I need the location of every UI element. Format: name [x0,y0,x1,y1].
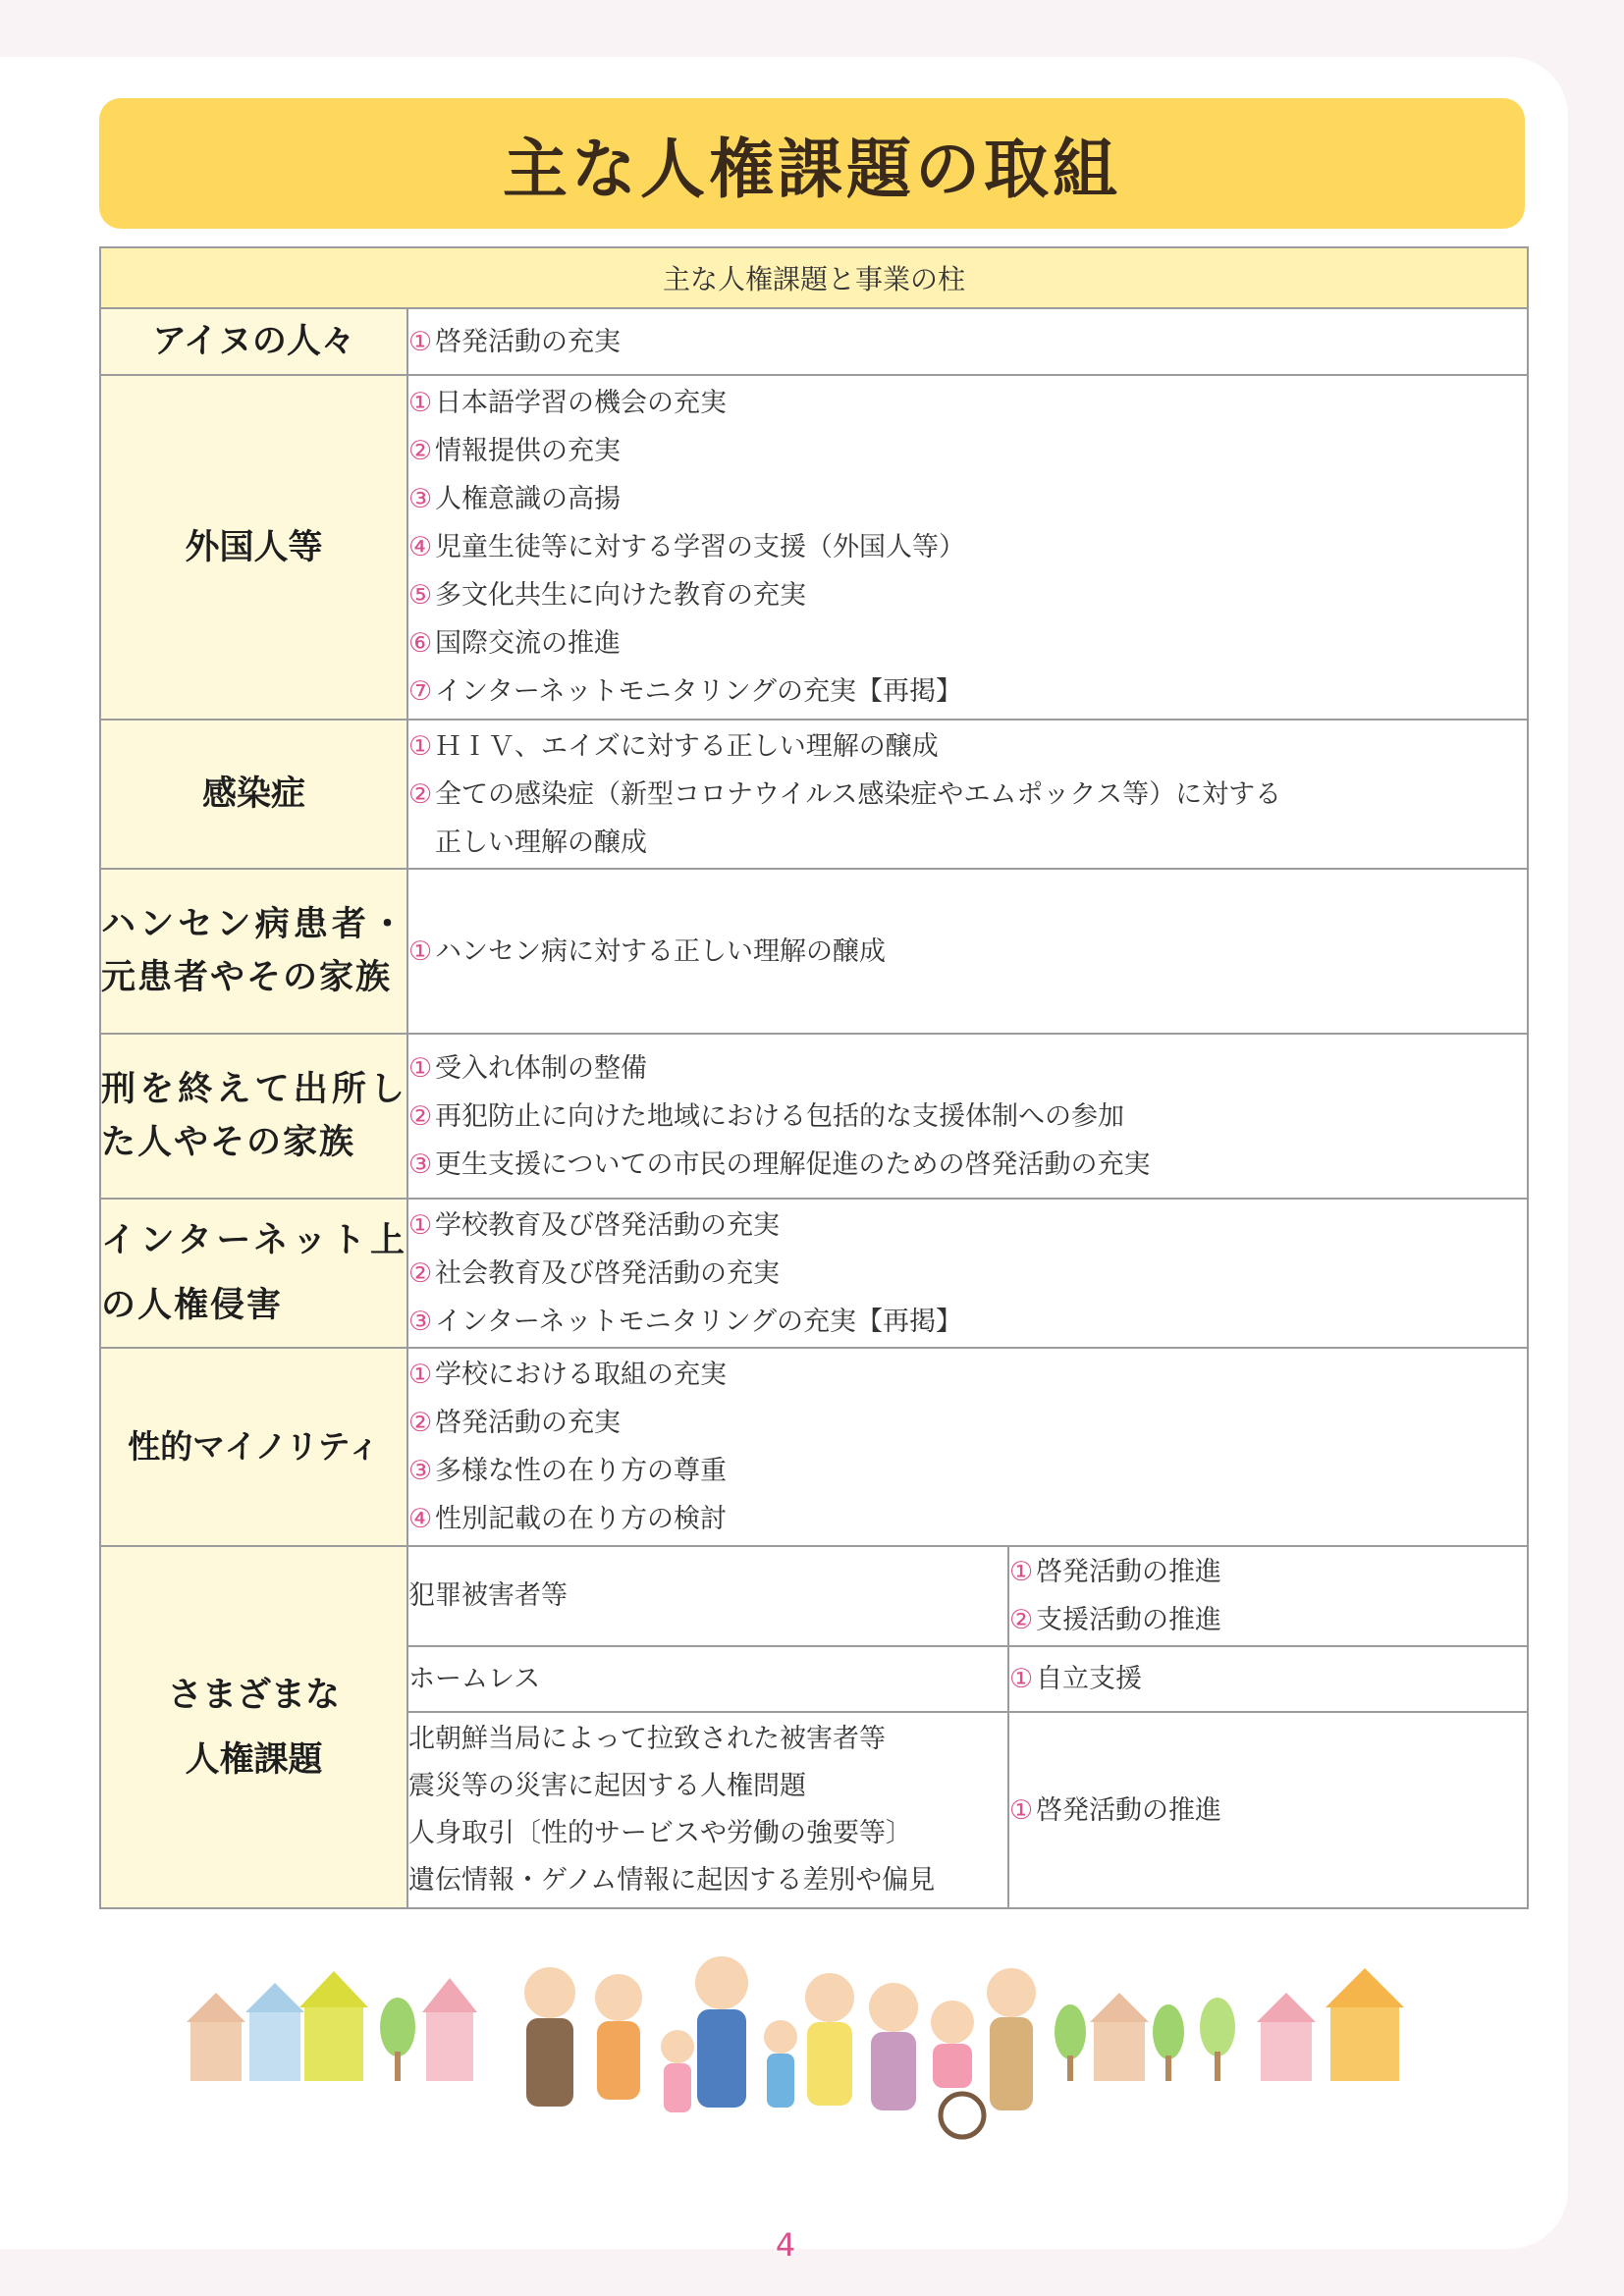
page-number: 4 [775,2226,796,2264]
table-row [100,869,1528,1034]
subject-cell: 北朝鮮当局によって拉致された被害者等 震災等の災害に起因する人権問題 人身取引〔性的サービスや労働の強要等〕 遺伝情報・ゲノム情報に起因する差別や偏見 [407,1712,1008,1908]
items-cell [1008,1712,1528,1908]
list-item: ④ 児童生徒等に対する学習の支援（外国人等） [408,532,965,562]
table-row [100,720,1528,869]
community-family-illustration [177,1953,1453,2150]
page-title: 主な人権課題の取組 [99,98,1525,229]
list-item: ⑤ 多文化共生に向けた教育の充実 [408,580,806,611]
house-icon [1090,1993,1149,2081]
house-icon [187,1993,245,2081]
grandmother-figure [869,1983,918,2110]
grandfather-figure [524,1967,575,2107]
list-item: ⑦ インターネットモニタリングの充実【再掲】 [408,676,963,707]
table-row [100,1199,1528,1348]
category-cell: 外国人等 [100,375,407,720]
list-item: ④ 性別記載の在り方の検討 [408,1504,727,1534]
house-icon [299,1971,368,2081]
caregiver-figure [987,1968,1036,2110]
house-icon [422,1978,477,2081]
items-cell [1008,1546,1528,1646]
child-figure [661,2030,694,2112]
list-item: ① 啓発活動の充実 [408,326,621,357]
table-row [100,1034,1528,1199]
list-item: ③ 人権意識の高揚 [408,484,621,514]
tree-icon [380,1998,415,2081]
list-item: ② 支援活動の推進 [1009,1605,1221,1635]
issues-table [99,246,1529,1909]
subject-cell: 犯罪被害者等 [407,1546,1008,1646]
table-row [100,375,1528,720]
list-item: ① ＨＩＶ、エイズに対する正しい理解の醸成 [408,730,939,762]
items-cell [407,1348,1528,1546]
category-cell: アイヌの人々 [100,308,407,375]
list-item: ① 自立支援 [1009,1664,1142,1694]
list-item: ③ インターネットモニタリングの充実【再掲】 [408,1306,963,1337]
list-item: ⑥ 国際交流の推進 [408,628,621,659]
wheelchair-figure [931,2001,984,2137]
category-cell: 感染症 [100,720,407,869]
child-figure [764,2020,797,2108]
items-cell [407,1199,1528,1348]
list-item: ③ 更生支援についての市民の理解促進のための啓発活動の充実 [408,1148,1151,1180]
items-cell [407,869,1528,1034]
list-item: ① 啓発活動の推進 [1009,1794,1221,1826]
items-cell [407,375,1528,720]
subject-cell: ホームレス [407,1646,1008,1712]
list-item: ② 啓発活動の充実 [408,1408,621,1438]
list-item-continuation: 正しい理解の醸成 [435,827,647,858]
list-item: ① ハンセン病に対する正しい理解の醸成 [408,935,886,967]
house-icon [1326,1968,1404,2081]
house-icon [245,1983,304,2081]
table-row [100,308,1528,375]
list-item: ③ 多様な性の在り方の尊重 [408,1456,727,1486]
table-row [100,1546,1528,1646]
list-item: ① 啓発活動の推進 [1009,1557,1221,1587]
items-cell [407,308,1528,375]
list-item: ② 全ての感染症（新型コロナウイルス感染症やエムポックス等）に対する [408,778,1282,810]
table-header-row [100,247,1528,308]
father-figure [695,1956,748,2108]
list-item: ① 日本語学習の機会の充実 [408,388,727,418]
house-icon [1257,1993,1316,2081]
category-cell: インターネット上の人権侵害 [100,1199,407,1348]
tree-icon [1153,2004,1184,2081]
items-cell [407,1034,1528,1199]
items-cell [1008,1646,1528,1712]
list-item: ② 情報提供の充実 [408,436,621,466]
table-row [100,1348,1528,1546]
list-item: ① 受入れ体制の整備 [408,1052,647,1084]
list-item: ② 社会教育及び啓発活動の充実 [408,1257,780,1289]
list-item: ① 学校における取組の充実 [408,1360,727,1390]
table-header: 主な人権課題と事業の柱 [100,247,1528,308]
list-item: ① 学校教育及び啓発活動の充実 [408,1209,780,1241]
tree-icon [1055,2004,1086,2081]
items-cell [407,720,1528,869]
category-cell: ハンセン病患者・元患者やその家族 [100,869,407,1034]
mother-figure [595,1974,642,2100]
list-item: ② 再犯防止に向けた地域における包括的な支援体制への参加 [408,1100,1124,1132]
category-cell: 性的マイノリティ [100,1348,407,1546]
tree-icon [1200,1998,1235,2081]
category-cell-various: さまざまな 人権課題 [100,1546,407,1908]
woman-figure [805,1973,854,2106]
category-cell: 刑を終えて出所した人やその家族 [100,1034,407,1199]
